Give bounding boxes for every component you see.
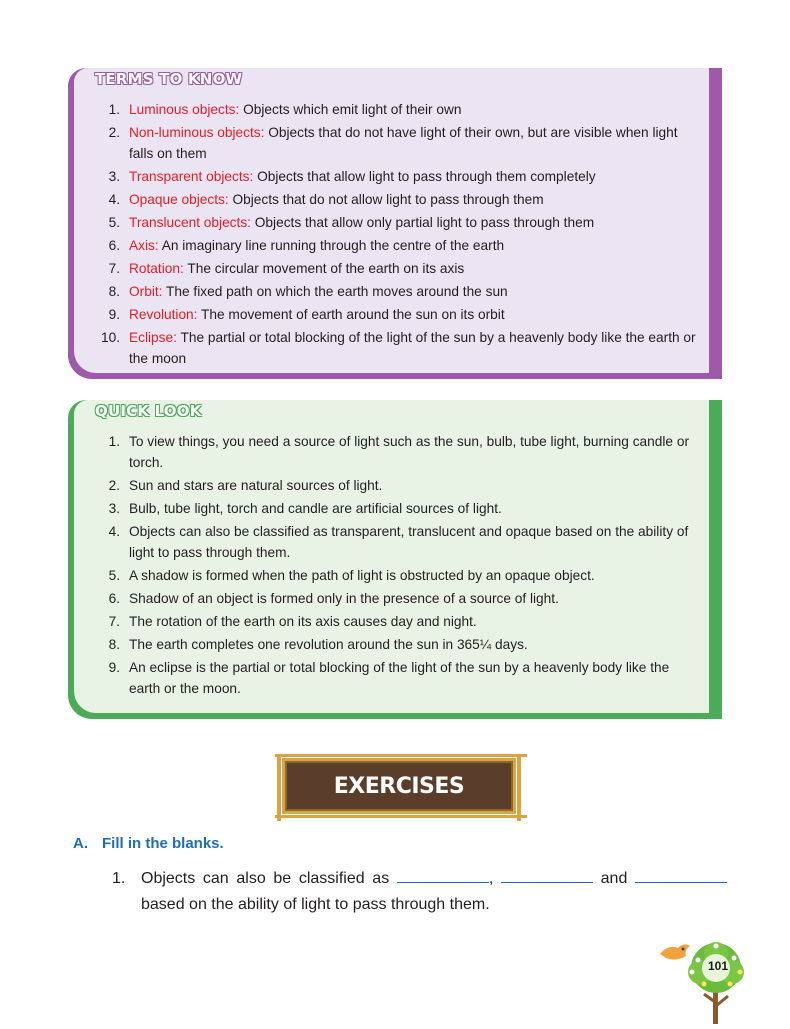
- terms-to-know-box: [68, 68, 722, 379]
- term-label: Eclipse:: [129, 330, 177, 345]
- blank-line: [501, 868, 593, 883]
- list-item: [68, 122, 709, 164]
- item-number: 6.: [108, 591, 120, 606]
- item-number: 7.: [108, 614, 120, 629]
- terms-list: [68, 99, 709, 371]
- item-text: Objects can also be classified as transparent, translucent and opaque based on the ability of light to pass through them.: [129, 524, 689, 560]
- bamboo-stick-decoration: [275, 815, 527, 818]
- page-number: 101: [708, 959, 729, 973]
- item-text: Shadow of an object is formed only in the presence of a source of light.: [129, 591, 559, 606]
- list-item: [68, 611, 709, 632]
- list-item: [68, 588, 709, 609]
- item-number: 8.: [108, 284, 120, 299]
- quick-look-heading: QUICK LOOK: [95, 402, 202, 420]
- item-number: 8.: [108, 637, 120, 652]
- term-definition: Objects that do not allow light to pass through them: [228, 192, 544, 207]
- question-text: [141, 866, 727, 918]
- term-definition: The circular movement of the earth on its axis: [183, 261, 465, 276]
- quick-look-list: [68, 431, 709, 701]
- list-item: [68, 189, 709, 210]
- bamboo-stick-decoration: [517, 755, 521, 821]
- item-number: 5.: [108, 215, 120, 230]
- terms-heading: TERMS TO KNOW: [95, 70, 243, 88]
- item-number: 9.: [108, 660, 120, 675]
- term-label: Axis:: [129, 238, 159, 253]
- list-item: [68, 657, 709, 699]
- section-title: Fill in the blanks.: [102, 835, 224, 852]
- term-label: Transparent objects:: [129, 169, 254, 184]
- item-number: 4.: [108, 524, 120, 539]
- item-text: The rotation of the earth on its axis causes day and night.: [129, 614, 477, 629]
- term-label: Luminous objects:: [129, 102, 240, 117]
- term-definition: Objects that allow only partial light to pass through them: [250, 215, 595, 230]
- term-definition: The partial or total blocking of the light of the sun by a heavenly body like the earth or the moon: [129, 330, 696, 366]
- term-definition: Objects which emit light of their own: [239, 102, 462, 117]
- question-number: 1.: [112, 870, 126, 887]
- item-number: 10.: [100, 330, 120, 345]
- term-label: Opaque objects:: [129, 192, 229, 207]
- page-number-tree: [656, 932, 766, 1024]
- term-label: Orbit:: [129, 284, 163, 299]
- item-text: The earth completes one revolution around the sun in 365¼ days.: [129, 637, 528, 652]
- tree-illustration-icon: [656, 932, 766, 1024]
- quick-look-box: [68, 400, 722, 719]
- item-number: 5.: [108, 568, 120, 583]
- question-text-part: ,: [488, 870, 501, 887]
- term-definition: An imaginary line running through the centre of the earth: [158, 238, 505, 253]
- item-text: To view things, you need a source of light such as the sun, bulb, tube light, burning candle or torch.: [129, 434, 690, 470]
- bamboo-stick-decoration: [277, 755, 281, 821]
- list-item: [68, 498, 709, 519]
- item-number: 3.: [108, 501, 120, 516]
- term-definition: The movement of earth around the sun on its orbit: [197, 307, 505, 322]
- item-text: An eclipse is the partial or total blocking of the light of the sun by a heavenly body like the earth or the moon.: [129, 660, 670, 696]
- item-number: 4.: [108, 192, 120, 207]
- item-number: 3.: [108, 169, 120, 184]
- item-number: 1.: [108, 102, 120, 117]
- exercises-title: EXERCISES: [333, 773, 465, 799]
- item-text: A shadow is formed when the path of light is obstructed by an opaque object.: [129, 568, 595, 583]
- list-item: [68, 475, 709, 496]
- term-label: Translucent objects:: [129, 215, 251, 230]
- list-item: [68, 327, 709, 369]
- list-item: [68, 212, 709, 233]
- list-item: [68, 235, 709, 256]
- item-text: Sun and stars are natural sources of light.: [129, 478, 383, 493]
- bird-icon: [660, 944, 690, 959]
- list-item: [68, 565, 709, 586]
- section-letter: A.: [73, 835, 88, 852]
- question-text-part: based on the ability of light to pass through them.: [141, 896, 490, 913]
- list-item: [68, 521, 709, 563]
- item-number: 2.: [108, 125, 120, 140]
- item-text: Bulb, tube light, torch and candle are artificial sources of light.: [129, 501, 502, 516]
- term-label: Revolution:: [129, 307, 198, 322]
- item-number: 2.: [108, 478, 120, 493]
- list-item: [68, 166, 709, 187]
- list-item: [68, 99, 709, 120]
- item-number: 1.: [108, 434, 120, 449]
- term-label: Non-luminous objects:: [129, 125, 265, 140]
- list-item: [68, 431, 709, 473]
- question-text-part: Objects can also be classified as: [141, 870, 397, 887]
- list-item: [68, 258, 709, 279]
- list-item: [68, 634, 709, 655]
- bamboo-stick-decoration: [275, 754, 527, 757]
- list-item: [68, 281, 709, 302]
- blank-line: [635, 868, 727, 883]
- section-heading: [73, 835, 224, 852]
- term-definition: Objects that do not have light of their own, but are visible when light falls on them: [129, 125, 678, 161]
- term-label: Rotation:: [129, 261, 184, 276]
- question-text-part: and: [592, 870, 636, 887]
- item-number: 6.: [108, 238, 120, 253]
- list-item: [68, 304, 709, 325]
- term-definition: Objects that allow light to pass through them completely: [253, 169, 596, 184]
- term-definition: The fixed path on which the earth moves around the sun: [162, 284, 508, 299]
- item-number: 7.: [108, 261, 120, 276]
- exercises-banner: [282, 758, 516, 814]
- item-number: 9.: [108, 307, 120, 322]
- blank-line: [397, 868, 489, 883]
